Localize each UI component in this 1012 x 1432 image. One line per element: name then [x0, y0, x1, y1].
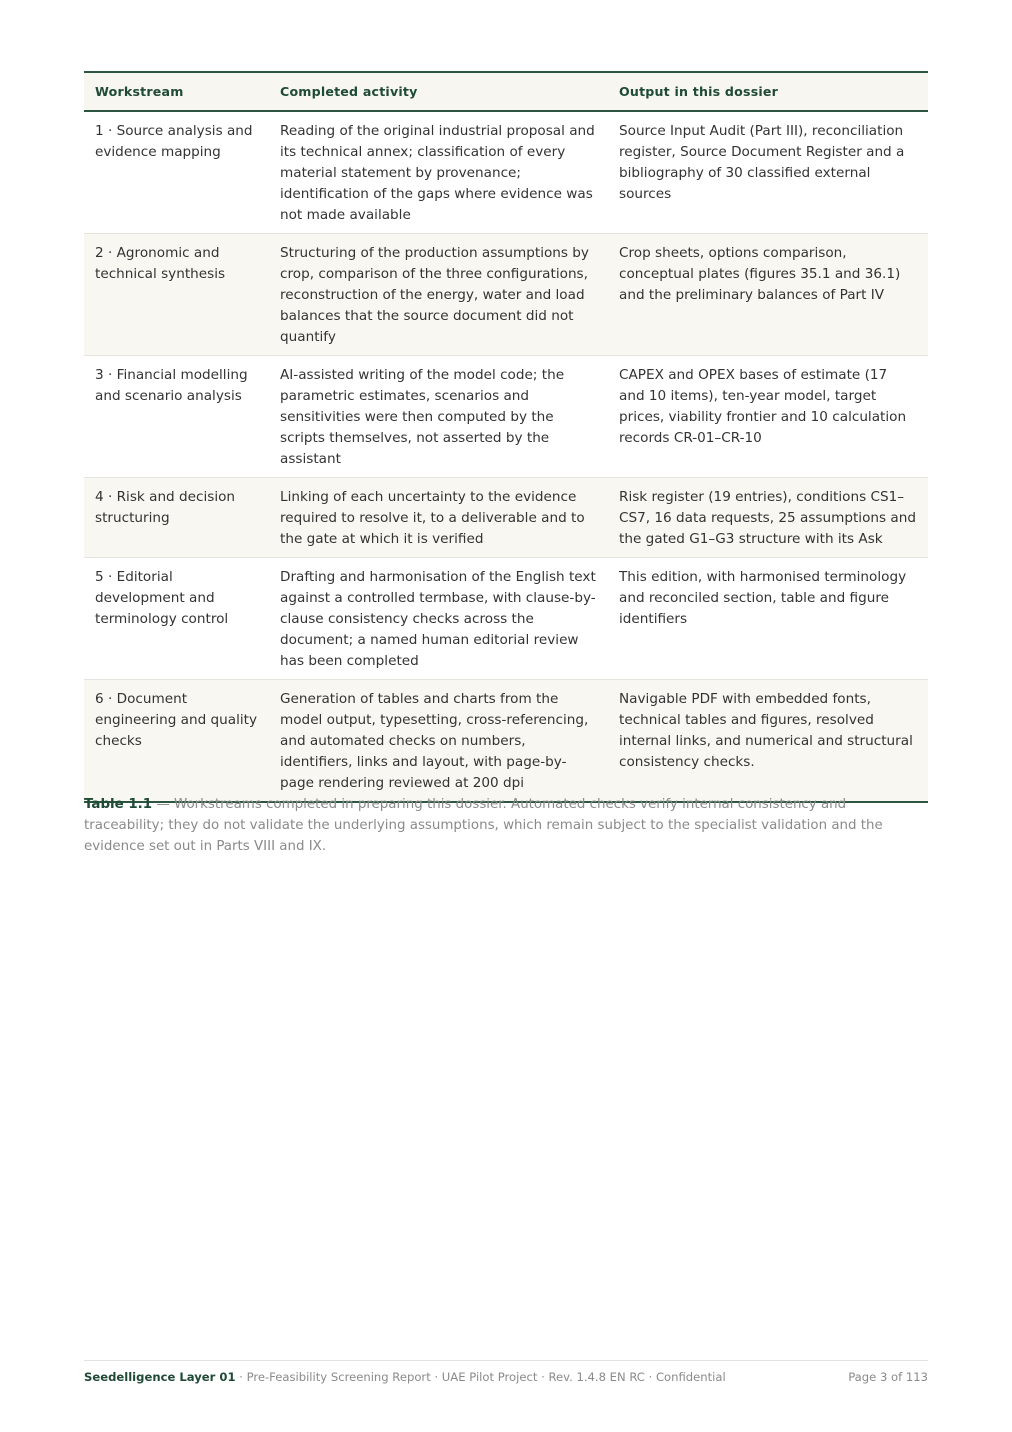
- workstreams-table: [84, 71, 928, 803]
- table-row: [84, 356, 928, 478]
- table-row: [84, 234, 928, 356]
- cell-output: Source Input Audit (Part III), reconciliation register, Source Document Register and a bibliography of 30 classified external sources: [608, 111, 928, 234]
- cell-workstream: 2 · Agronomic and technical synthesis: [84, 234, 269, 356]
- table-row: [84, 111, 928, 234]
- cell-output: Risk register (19 entries), conditions CS1–CS7, 16 data requests, 25 assumptions and the gated G1–G3 structure with its Ask: [608, 478, 928, 558]
- cell-workstream: 6 · Document engineering and quality checks: [84, 680, 269, 803]
- header-output: Output in this dossier: [608, 72, 928, 111]
- cell-activity: Drafting and harmonisation of the English text against a controlled termbase, with clause-by-clause consistency checks across the document; a named human editorial review has been completed: [269, 558, 608, 680]
- caption-text: — Workstreams completed in preparing this dossier. Automated checks verify internal consistency and traceability; they do not validate the underlying assumptions, which remain subject to the specialist validation and the evidence set out in Parts VIII and IX.: [84, 797, 883, 854]
- cell-activity: Linking of each uncertainty to the evidence required to resolve it, to a deliverable and to the gate at which it is verified: [269, 478, 608, 558]
- cell-output: This edition, with harmonised terminology and reconciled section, table and figure identifiers: [608, 558, 928, 680]
- table-header-row: [84, 72, 928, 111]
- cell-output: Crop sheets, options comparison, conceptual plates (figures 35.1 and 36.1) and the preliminary balances of Part IV: [608, 234, 928, 356]
- cell-workstream: 5 · Editorial development and terminology control: [84, 558, 269, 680]
- table-row: [84, 478, 928, 558]
- caption-label: Table 1.1: [84, 797, 153, 812]
- cell-activity: Generation of tables and charts from the model output, typesetting, cross-referencing, and automated checks on numbers, identifiers, links and layout, with page-by-page rendering reviewed at 200 dpi: [269, 680, 608, 803]
- cell-workstream: 3 · Financial modelling and scenario analysis: [84, 356, 269, 478]
- table-row: [84, 680, 928, 803]
- cell-output: Navigable PDF with embedded fonts, technical tables and figures, resolved internal links, and numerical and structural consistency checks.: [608, 680, 928, 803]
- footer-page-number: Page 3 of 113: [848, 1370, 928, 1384]
- footer-brand: Seedelligence Layer 01: [84, 1370, 236, 1384]
- cell-output: CAPEX and OPEX bases of estimate (17 and 10 items), ten-year model, target prices, viability frontier and 10 calculation records CR-01–CR-10: [608, 356, 928, 478]
- footer-document-info: [84, 1370, 726, 1384]
- header-workstream: Workstream: [84, 72, 269, 111]
- footer-divider: [84, 1360, 928, 1361]
- table-caption: [84, 794, 928, 857]
- footer-details: · Pre-Feasibility Screening Report · UAE Pilot Project · Rev. 1.4.8 EN RC · Confidential: [235, 1370, 726, 1384]
- header-completed-activity: Completed activity: [269, 72, 608, 111]
- cell-activity: AI-assisted writing of the model code; the parametric estimates, scenarios and sensitivities were then computed by the scripts themselves, not asserted by the assistant: [269, 356, 608, 478]
- table-row: [84, 558, 928, 680]
- cell-workstream: 4 · Risk and decision structuring: [84, 478, 269, 558]
- cell-activity: Structuring of the production assumptions by crop, comparison of the three configurations, reconstruction of the energy, water and load balances that the source document did not quantify: [269, 234, 608, 356]
- cell-activity: Reading of the original industrial proposal and its technical annex; classification of every material statement by provenance; identification of the gaps where evidence was not made available: [269, 111, 608, 234]
- cell-workstream: 1 · Source analysis and evidence mapping: [84, 111, 269, 234]
